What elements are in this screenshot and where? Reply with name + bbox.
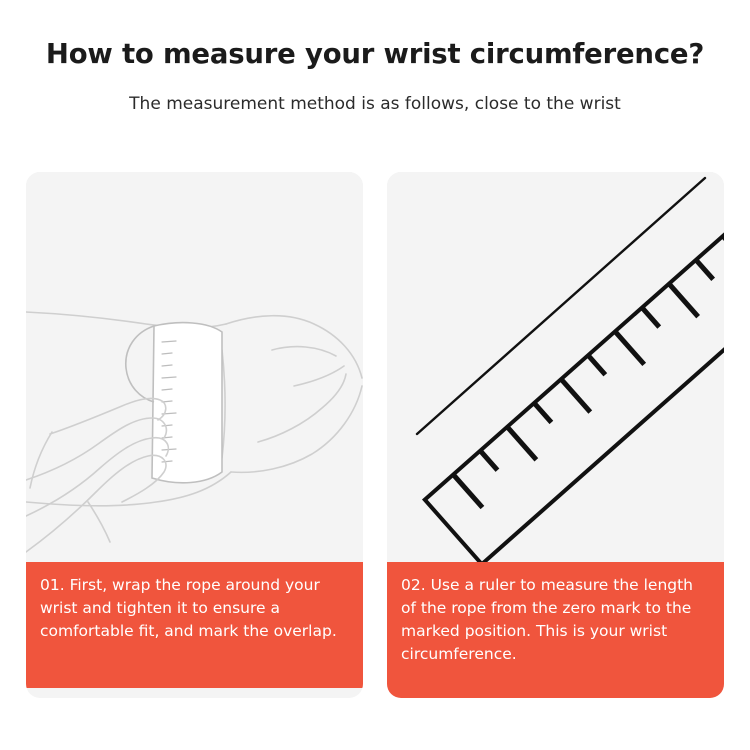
hand-wrapping-tape-around-wrist-illustration xyxy=(26,172,363,562)
step-2-caption: 02. Use a ruler to measure the length of the rope from the zero mark to the marked position. This is your wrist circumference. xyxy=(387,562,724,698)
page-subtitle: The measurement method is as follows, close to the wrist xyxy=(129,94,621,114)
step-card-2 xyxy=(387,172,724,698)
step-1-caption: 01. First, wrap the rope around your wrist and tighten it to ensure a comfortable fit, and mark the overlap. xyxy=(26,562,363,688)
ruler-measuring-rope-illustration xyxy=(387,172,724,562)
page-title: How to measure your wrist circumference? xyxy=(45,38,705,70)
steps-container xyxy=(26,172,724,698)
step-card-1 xyxy=(26,172,363,698)
